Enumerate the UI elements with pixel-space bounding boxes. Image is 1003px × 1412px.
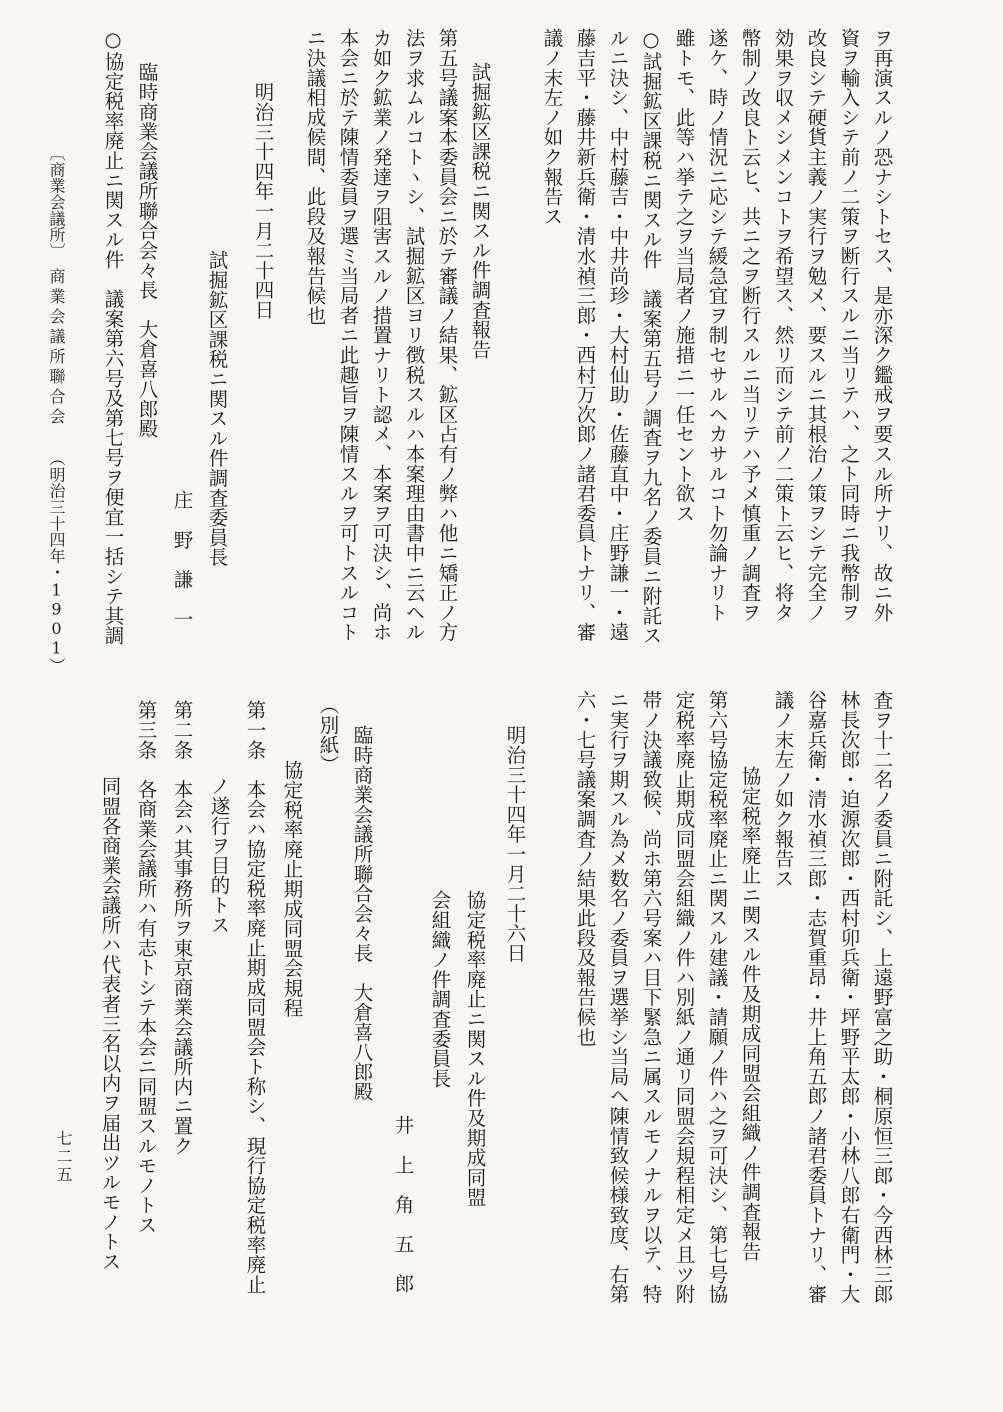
text-column: 定税率廃止期成同盟会組織ノ件ハ別紙ノ通リ同盟会規程相定メ且ツ附 [672,690,696,1304]
text-column: ヲ再演スルノ恐ナシトセス、是亦深ク鑑戒ヲ要スル所ナリ、故ニ外 [870,28,894,622]
article-3: 第三条 各商業会議所ハ有志トシテ本会ニ同盟スルモノトス [134,700,158,1235]
regulation-title: 協定税率廃止期成同盟会規程 [280,760,304,1018]
text-column: ○試掘鉱区課税ニ関スル件 議案第五号ノ調査ヲ九名ノ委員ニ附託ス [639,28,663,646]
text-column: 議ノ末左ノ如ク報告ス [540,28,564,226]
committee-title: 試掘鉱区課税ニ関スル件調査委員長 [205,250,229,567]
section-heading: 試掘鉱区課税ニ関スル件調査報告 [468,62,492,359]
text-column: カ如ク鉱業ノ発達ヲ阻害スルノ措置ナリト認メ、本案ヲ可決シ、尚ホ [369,28,393,642]
text-column: 法ヲ求ムルコトヽシ、試掘鉱区ヨリ徴税スルハ本案理由書中ニ云ヘル [402,28,426,642]
date-line: 明治三十四年一月二十四日 [251,82,275,320]
article-1: 第一条 本会ハ協定税率廃止期成同盟会ト称シ、現行協定税率廃止 [243,700,267,1294]
text-column: ニ決議相成候間、此段及報告候也 [303,28,327,325]
attachment-label: （別紙） [316,695,340,775]
text-column: 資ヲ輸入シテ前ノ二策ヲ断行スルニ当リテハ、之ト同時ニ我幣制ヲ [837,28,861,622]
text-column: 効果ヲ収メシメンコトヲ希望ス、然リ而シテ前ノ二策ト云ヒ、将タ [771,28,795,622]
article-3-cont: 同盟各商業会議所ハ代表者三名以内ヲ届出ツルモノトス [98,776,122,1271]
text-column: 藤吉平・藤井新兵衛・清水禎三郎・西村万次郎ノ諸君委員トナリ、審 [573,28,597,642]
article-1-cont: ノ遂行ヲ目的トス [207,776,231,935]
text-column: 改良シテ硬貨主義ノ実行ヲ勉メ、要スルニ其根治ノ策ヲシテ完全ノ [804,28,828,622]
text-column: ○協定税率廃止ニ関スル件 議案第六号及第七号ヲ便宜一括シテ其調 [101,28,125,646]
running-head-bracket: 〔商業会議所〕 [47,145,66,260]
page-number: 七二五 [54,1130,73,1184]
article-2: 第二条 本会ハ其事務所ヲ東京商業会議所内ニ置ク [170,700,194,1156]
text-column: 六・七号議案調査ノ結果此段及報告候也 [573,690,597,1047]
date-line: 明治三十四年一月二十六日 [503,725,527,963]
signatory-name: 井 上 角 五 郎 [391,1115,415,1294]
running-head-era: （明治三十四年・1901） [47,450,66,674]
signatory-name: 庄 野 謙 一 [170,490,194,629]
section-heading: 協定税率廃止ニ関スル件及期成同盟会組織ノ件調査報告 [738,766,762,1261]
text-column: 議ノ末左ノ如ク報告ス [771,690,795,888]
committee-title: 会組織ノ件調査委員長 [428,890,452,1088]
text-column: 第六号協定税率廃止ニ関スル建議・請願ノ件ハ之ヲ可決シ、第七号協 [705,690,729,1304]
addressee: 臨時商業会議所聯合会々長 大倉喜八郎殿 [350,725,374,1102]
text-column: 本会ニ於テ陳情委員ヲ選ミ当局者ニ此趣旨ヲ陳情スルヲ可トスルコト [336,28,360,642]
committee-title: 協定税率廃止ニ関スル件及期成同盟 [463,890,487,1207]
text-column: 林長次郎・迫源次郎・西村卯兵衛・坪野平太郎・小林八郎右衛門・大 [837,690,861,1304]
text-column: 雖トモ、此等ハ挙テ之ヲ当局者ノ施措ニ一任セント欲ス [672,28,696,523]
text-column: ルニ決シ、中村藤吉・中井尚珍・大村仙助・佐藤直中・庄野謙一・遠 [606,28,630,642]
text-column: ニ実行ヲ期スル為メ数名ノ委員ヲ選挙シ当局ヘ陳情致候様致度、右第 [606,690,630,1304]
text-column: 谷嘉兵衛・清水禎三郎・志賀重昂・井上角五郎ノ諸君委員トナリ、審 [804,690,828,1304]
text-column: 帯ノ決議致候、尚ホ第六号案ハ目下緊急ニ属スルモノナルヲ以テ、特 [639,690,663,1304]
text-column: 幣制ノ改良ト云ヒ、共ニ之ヲ断行スルニ当リテハ予メ慎重ノ調査ヲ [738,28,762,622]
text-column: 第五号議案本委員会ニ於テ審議ノ結果、鉱区占有ノ弊ハ他ニ矯正ノ方 [435,28,459,642]
running-head-title: 商業会議所聯合会 [47,268,66,428]
addressee: 臨時商業会議所聯合会々長 大倉喜八郎殿 [135,62,159,439]
text-column: 遂ケ、時ノ情況ニ応シテ緩急宜ヲ制セサルヘカサルコト勿論ナリト [705,28,729,622]
text-column: 査ヲ十二名ノ委員ニ附託シ、上遠野富之助・桐原恒三郎・今西林三郎 [870,690,894,1304]
